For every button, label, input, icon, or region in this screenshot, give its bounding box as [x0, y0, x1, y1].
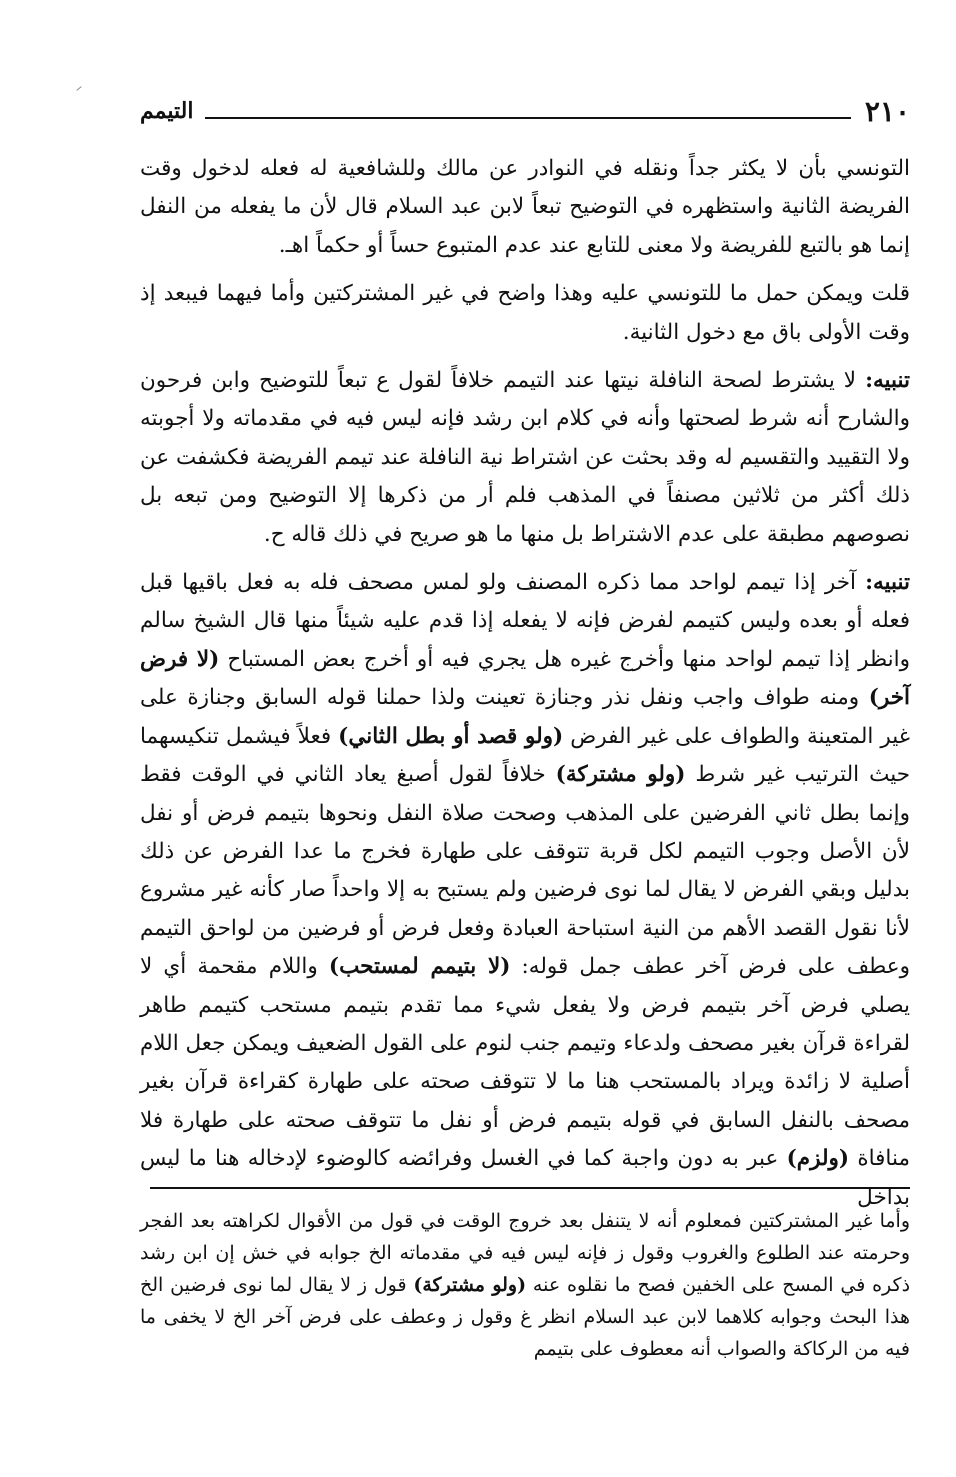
- matn-quote: (ولو مشتركة): [555, 762, 686, 788]
- footnote-text: وأما غير المشتركتين فمعلوم أنه لا يتنفل بعد خروج الوقت في قول من الأقوال لكراهته بعد الفجر وحرمته عند الطلوع والغروب وقول ز فإنه ليس فيه في مقدماته الخ جوابه في خش إن ابن رشد ذكره في المسح على الخفين فصح ما نقلوه عنه: [140, 1210, 911, 1296]
- paragraph-text: عبر به دون واجبة كما في الغسل وفرائضه كالوضوء لإدخاله هنا ما ليس بداخل: [140, 1146, 910, 1210]
- paragraph-text: آخر إذا تيمم لواحد مما ذكره المصنف ولو لمس مصحف فله به فعل باقيها قبل فعله أو بعده وليس كتيمم لفرض فإنه لا يفعله إذا قدم عليه شيئاً منها قال الشيخ سالم وانظر إذا تيمم لواحد منها وأخرج غيره هل يجري فيه أو أخرج بعض المستباح: [140, 570, 910, 672]
- main-text: [140, 150, 910, 1227]
- page-header: [140, 88, 910, 134]
- scan-mark: [76, 86, 81, 91]
- footnotes: [140, 1205, 910, 1365]
- page-number: ٢١٠: [864, 94, 910, 128]
- footnote-text: قول ز لا يقال لما نوى فرضين الخ هذا البحث وجوابه كلاهما لابن عبد السلام انظر غ وقول ز وعطف على فرض آخر الخ لا يخفى ما فيه من الركاكة والصواب أنه معطوف على بتيمم: [140, 1274, 910, 1360]
- matn-quote: (ولو قصد أو بطل الثاني): [338, 723, 564, 749]
- paragraph-text: لا يشترط لصحة النافلة نيتها عند التيمم خلافاً لقول ع تبعاً للتوضيح وابن فرحون والشارح أنه شرط لصحتها وأنه في كلام ابن رشد فإنه ليس فيه في مقدماته ولا أجوبته ولا التقييد والتقسيم له وقد بحثت عن اشتراط نية النافلة عند تيمم الفريضة فكشفت عن ذلك أكثر من ثلاثين مصنفاً في المذهب فلم أر من ذكرها إلا التوضيح ومن تبعه بل نصوصهم مطبقة على عدم الاشتراط بل منها ما هو صريح في ذلك قاله ح.: [140, 368, 910, 547]
- paragraph-text: قلت ويمكن حمل ما للتونسي عليه وهذا واضح في غير المشتركتين وأما فيهما فيبعد إذ وقت الأولى باق مع دخول الثانية.: [140, 281, 910, 345]
- matn-quote: (لا بتيمم لمستحب): [328, 954, 511, 980]
- paragraph-text: التونسي بأن لا يكثر جداً ونقله في النوادر عن مالك وللشافعية له فعله لدخول وقت الفريضة الثانية واستظهره في التوضيح تبعاً لابن عبد السلام قال لأن ما يفعله من النفل إنما هو بالتبع للفريضة ولا معنى للتابع عند عدم المتبوع حساً أو حكماً اهـ.: [140, 156, 910, 258]
- paragraph-text: خلافاً لقول أصبغ يعاد الثاني في الوقت فقط وإنما بطل ثاني الفرضين على المذهب وصحت صلاة النفل ونحوها بتيمم فرض أو نفل لأن الأصل وجوب التيمم لكل قربة تتوقف على طهارة فخرج ما عدا الفرض عن ذلك بدليل وبقي الفرض لا يقال لما نوى فرضين ولم يستبح به إلا واحداً صار كأنه غير مشروع لأنا نقول القصد الأهم من النية استباحة العبادة وفعل فرض أو فرضين من لواحق التيمم وعطف على فرض آخر عطف جمل قوله:: [140, 762, 911, 980]
- paragraph: [140, 275, 910, 352]
- paragraph-text: ومنه طواف واجب ونفل نذر وجنازة تعينت ولذا حملنا قوله السابق وجنازة على غير المتعينة والطواف على غير الفرض: [140, 685, 910, 749]
- note-paragraph: [140, 362, 910, 554]
- paragraph-text: فعلاً فيشمل تنكيسهما حيث الترتيب غير شرط: [140, 723, 910, 788]
- paragraph-text: واللام مقحمة أي لا يصلي فرض آخر بتيمم فرض ولا يفعل شيء مما تقدم بتيمم مستحب كتيمم طاهر لقراءة قرآن بغير مصحف ولدعاء وتيمم جنب لنوم على القول الضعيف ويمكن جعل اللام أصلية لا زائدة ويراد بالمستحب هنا ما لا تتوقف صحته على طهارة كقراءة قرآن بغير مصحف بالنفل السابق في قوله بتيمم فرض أو نفل ما تتوقف صحته على طهارة فلا منافاة: [140, 954, 910, 1172]
- matn-quote: (ولزم): [786, 1146, 850, 1172]
- footnote-divider: [150, 1187, 910, 1189]
- paragraph: [140, 150, 910, 265]
- note-label: تنبيه:: [865, 570, 910, 596]
- matn-quote: (ولو مشتركة): [413, 1274, 527, 1296]
- section-title: التيمم: [140, 98, 194, 124]
- note-label: تنبيه:: [865, 368, 910, 394]
- header-rule: [205, 117, 850, 119]
- note-paragraph: [140, 564, 910, 1217]
- footnote-paragraph: [140, 1205, 910, 1365]
- matn-quote: (لا فرض آخر): [140, 646, 910, 711]
